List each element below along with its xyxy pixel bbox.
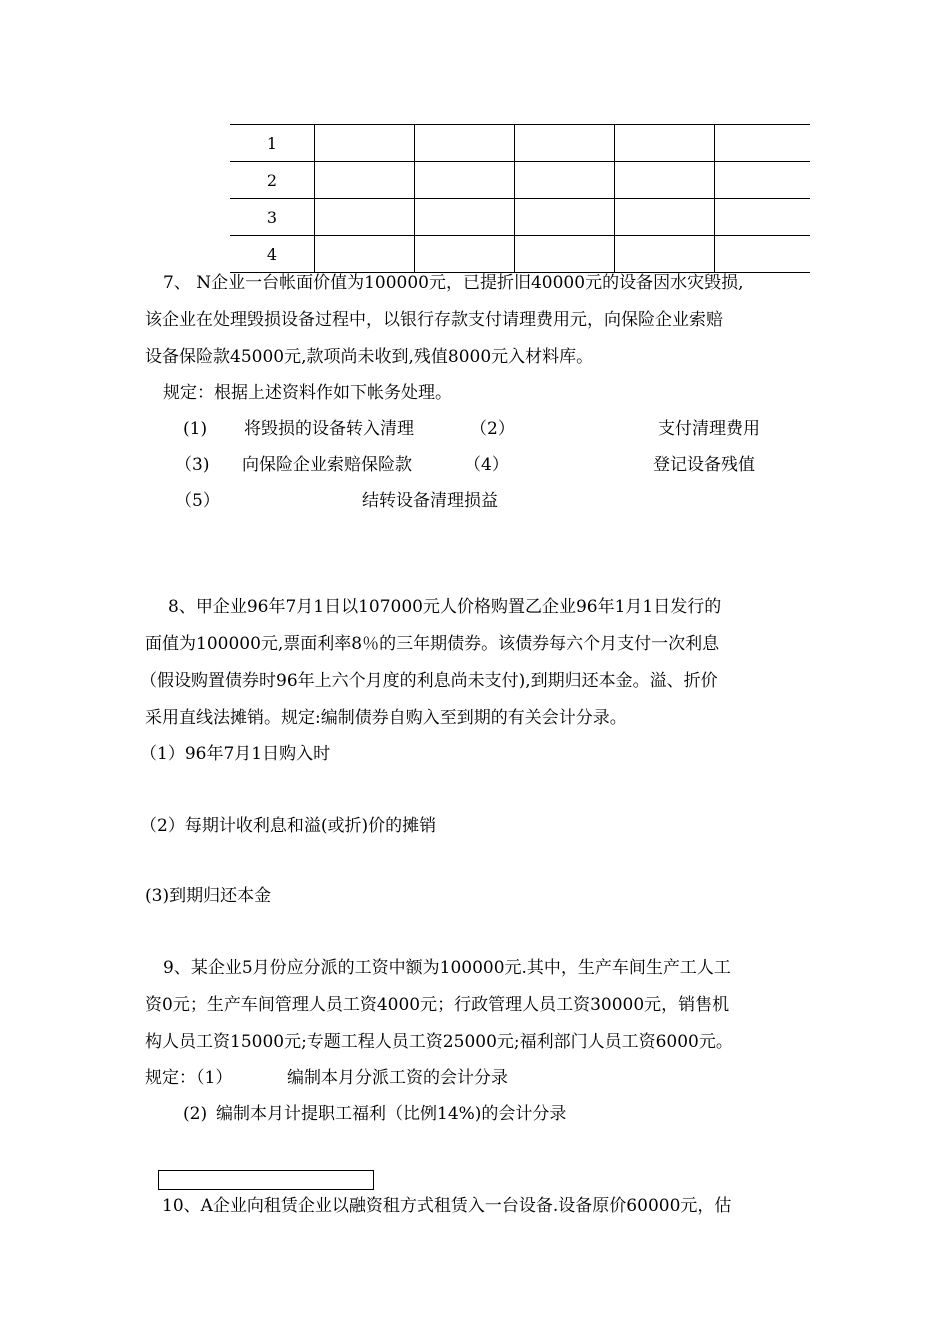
q7-requirement: 规定：根据上述资料作如下帐务处理。 [163, 383, 452, 403]
row-label: 3 [230, 199, 315, 236]
q9-item-text: 编制本月计提职工福利（比例14%)的会计分录 [216, 1104, 567, 1124]
q9-item-number: (2) [183, 1104, 208, 1124]
q9-paragraph-line: 9、某企业5月份应分派的工资中额为100000元.其中，生产车间生产工人工 [163, 958, 731, 978]
table-cell [415, 125, 515, 162]
q7-paragraph-line: 7、 N企业一台帐面价值为100000元，已提折旧40000元的设备因水灾毁损, [163, 273, 744, 293]
q7-item-number: （4） [464, 455, 509, 475]
table-row [230, 125, 810, 162]
row-label: 1 [230, 125, 315, 162]
table-cell [515, 199, 615, 236]
table-cell [415, 199, 515, 236]
table-cell [515, 125, 615, 162]
q9-paragraph-line: 构人员工资15000元;专题工程人员工资25000元;福利部门人员工资6000元。 [145, 1032, 733, 1052]
q7-item-number: （3) [175, 455, 210, 475]
table-cell [315, 162, 415, 199]
q7-paragraph-line: 设备保险款45000元,款项尚未收到,残值8000元入材料库。 [145, 347, 594, 367]
table-cell [315, 199, 415, 236]
q8-subitem: （1）96年7月1日购入时 [140, 744, 331, 764]
table-cell [315, 125, 415, 162]
table-cell [715, 199, 811, 236]
q7-item-number: （2） [470, 419, 515, 439]
q8-paragraph-line: （假设购置债券时96年上六个月度的利息尚未支付),到期归还本金。溢、折价 [140, 671, 718, 691]
q7-paragraph-line: 该企业在处理毁损设备过程中，以银行存款支付请理费用元，向保险企业索赔 [145, 310, 723, 330]
table-cell [615, 162, 715, 199]
q8-subitem: (3)到期归还本金 [145, 886, 272, 906]
table-row [230, 199, 810, 236]
q7-item-text: 向保险企业索赔保险款 [242, 455, 412, 475]
table-cell [515, 236, 615, 273]
q10-paragraph-line: 10、A企业向租赁企业以融资租方式租赁入一台设备.设备原价60000元，估 [162, 1196, 732, 1216]
table-cell [715, 236, 811, 273]
blank-box [158, 1170, 374, 1190]
q8-paragraph-line: 面值为100000元,票面利率8％的三年期债券。该债券每六个月支付一次利息 [145, 634, 720, 654]
table-cell [615, 125, 715, 162]
q8-paragraph-line: 采用直线法摊销。规定:编制债券自购入至到期的有关会计分录。 [145, 708, 627, 728]
table-cell [415, 162, 515, 199]
table-cell [715, 162, 811, 199]
q7-item-number: （5） [175, 491, 220, 511]
table-cell [615, 199, 715, 236]
table-cell [315, 236, 415, 273]
q7-item-text: 支付清理费用 [658, 419, 760, 439]
q9-requirement-text: 编制本月分派工资的会计分录 [287, 1068, 508, 1088]
q9-requirement-label: 规定：（1） [145, 1068, 233, 1088]
table-cell [415, 236, 515, 273]
table-cell [715, 125, 811, 162]
table-cell [615, 236, 715, 273]
table-cell [515, 162, 615, 199]
q8-subitem: （2）每期计收利息和溢(或折)价的摊销 [140, 816, 437, 836]
table-row [230, 236, 810, 273]
q7-item-number: (1) [183, 419, 208, 439]
q8-paragraph-line: 8、甲企业96年7月1日以107000元人价格购置乙企业96年1月1日发行的 [168, 597, 722, 617]
table-row [230, 162, 810, 199]
row-label: 4 [230, 236, 315, 273]
q7-item-text: 登记设备残值 [653, 455, 755, 475]
q7-item-text: 将毁损的设备转入清理 [244, 419, 414, 439]
row-label: 2 [230, 162, 315, 199]
q9-paragraph-line: 资0元；生产车间管理人员工资4000元；行政管理人员工资30000元，销售机 [145, 995, 730, 1015]
answer-table [230, 124, 810, 273]
q7-item-text: 结转设备清理损益 [362, 491, 498, 511]
